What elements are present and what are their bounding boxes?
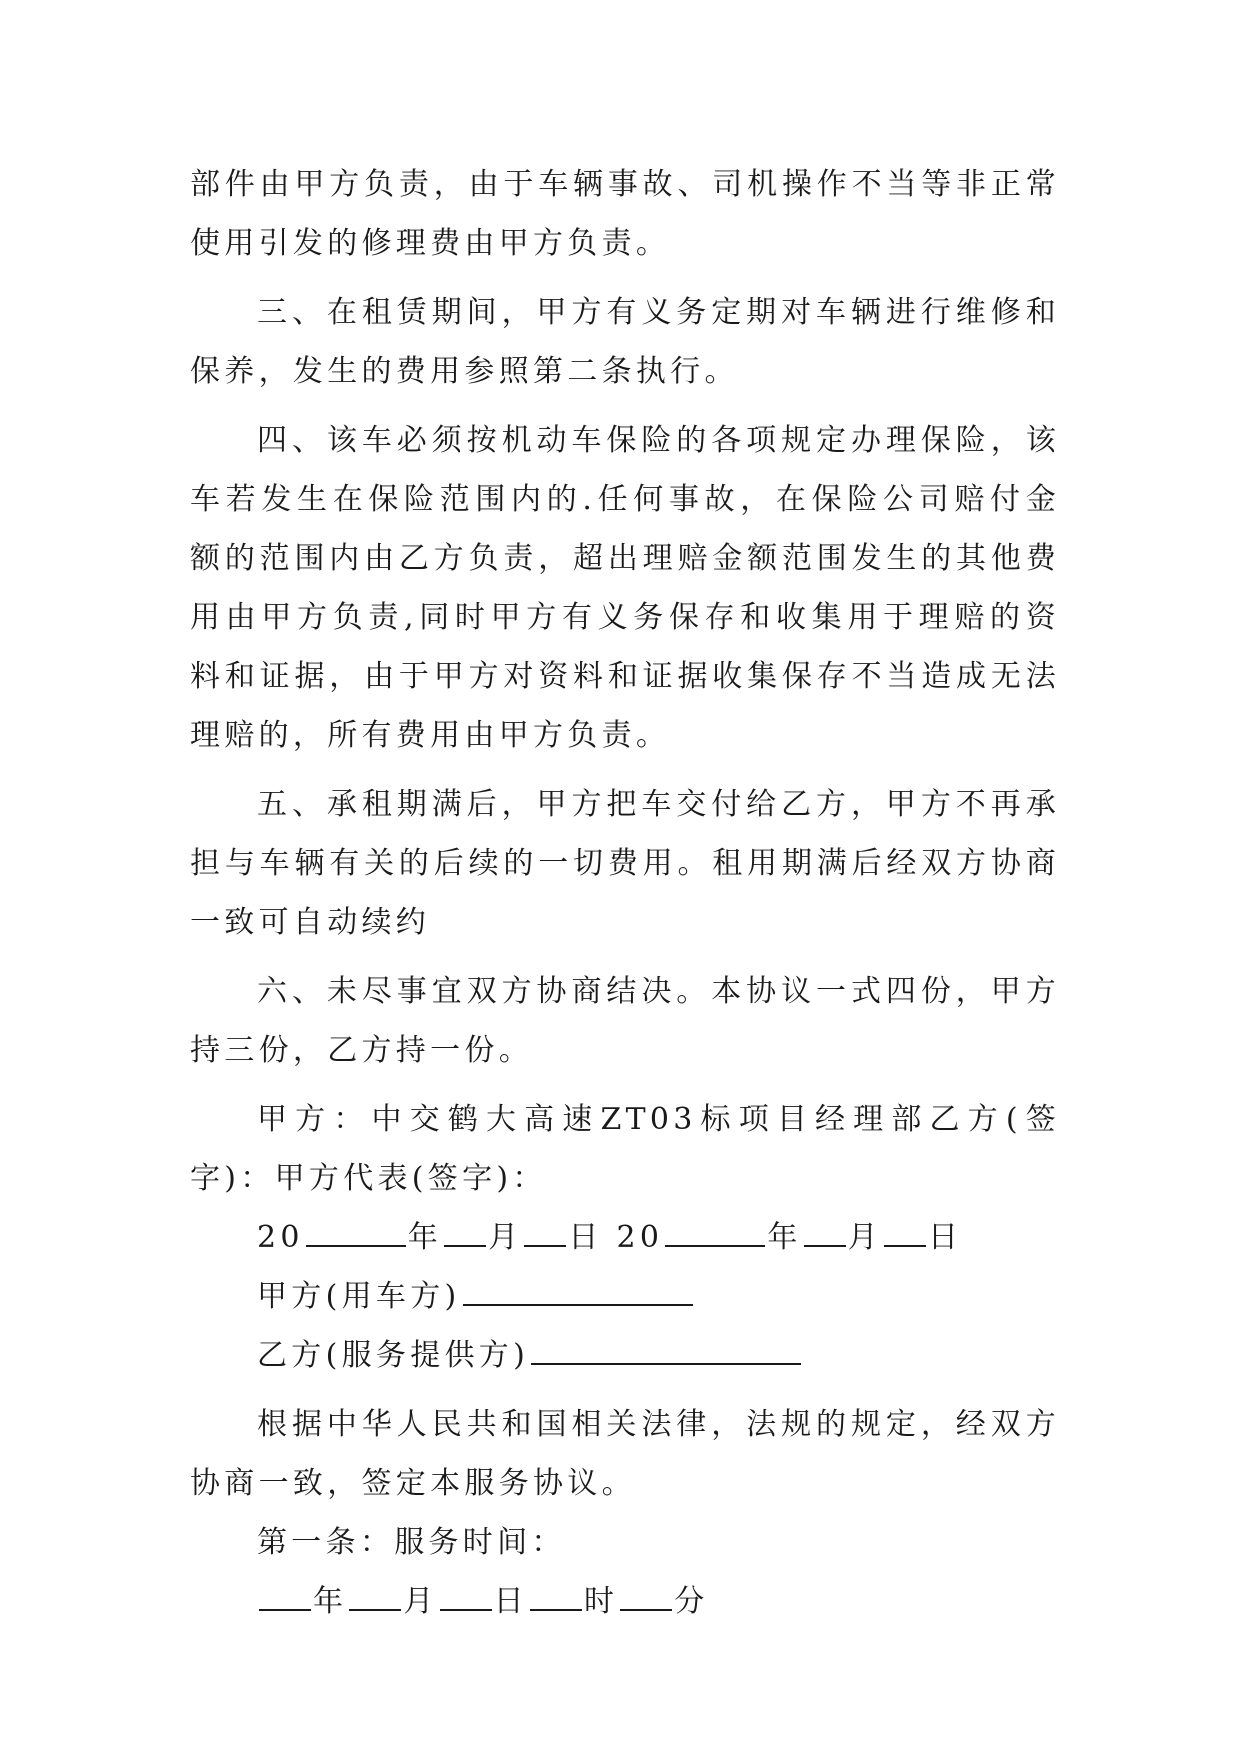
day-blank-1[interactable]: [524, 1219, 566, 1247]
time-line: [257, 1572, 1060, 1631]
date-prefix: 20: [257, 1220, 304, 1255]
party-b-line: [257, 1326, 1060, 1385]
date-day-label-2: 日: [927, 1220, 963, 1255]
time-year-blank[interactable]: [259, 1583, 311, 1611]
date-day-label-1: 日 20: [568, 1220, 664, 1255]
time-day-label: 日: [493, 1584, 528, 1619]
month-blank-2[interactable]: [804, 1219, 846, 1247]
time-minute-label: 分: [674, 1584, 709, 1619]
paragraph-clause-5: 五、承租期满后，甲方把车交付给乙方，甲方不再承担与车辆有关的后续的一切费用。租用期满后经双方协商一致可自动续约: [190, 787, 1060, 940]
date-line: [257, 1208, 1060, 1267]
time-day-blank[interactable]: [440, 1583, 492, 1611]
date-month-label-2: 月: [847, 1220, 882, 1255]
paragraph-clause-6: 六、未尽事宜双方协商结决。本协议一式四份，甲方持三份，乙方持一份。: [190, 974, 1060, 1068]
paragraph-signatures: 甲方：中交鹤大高速ZT03标项目经理部乙方(签字)：甲方代表(签字)：: [190, 1102, 1060, 1196]
time-month-label: 月: [403, 1584, 438, 1619]
date-month-label-1: 月: [488, 1220, 523, 1255]
date-year-label-1: 年: [407, 1220, 443, 1255]
party-a-line: [257, 1267, 1060, 1326]
time-year-label: 年: [313, 1584, 348, 1619]
party-b-blank[interactable]: [531, 1337, 801, 1365]
article-1-title: 第一条：服务时间：: [257, 1525, 566, 1560]
document-body: [190, 155, 1060, 1631]
time-hour-label: 时: [583, 1584, 619, 1619]
date-year-label-2: 年: [767, 1220, 802, 1255]
party-b-label: 乙方(服务提供方): [257, 1338, 530, 1373]
party-a-blank[interactable]: [463, 1278, 693, 1306]
year-blank-1[interactable]: [306, 1219, 406, 1247]
day-blank-2[interactable]: [884, 1219, 926, 1247]
paragraph-intro: 根据中华人民共和国相关法律，法规的规定，经双方协商一致，签定本服务协议。: [190, 1407, 1060, 1501]
time-month-blank[interactable]: [349, 1583, 401, 1611]
party-a-label: 甲方(用车方): [257, 1279, 461, 1314]
paragraph-clause-3: 三、在租赁期间，甲方有义务定期对车辆进行维修和保养，发生的费用参照第二条执行。: [190, 295, 1060, 389]
year-blank-2[interactable]: [665, 1219, 765, 1247]
time-hour-blank[interactable]: [530, 1583, 582, 1611]
paragraph-clause-4: 四、该车必须按机动车保险的各项规定办理保险，该车若发生在保险范围内的.任何事故，在保险公司赔付金额的范围内由乙方负责，超出理赔金额范围发生的其他费用由甲方负责,同时甲方有义务保存和收集用于理赔的资料和证据，由于甲方对资料和证据收集保存不当造成无法理赔的，所有费用由甲方负责。: [190, 423, 1060, 753]
time-minute-blank[interactable]: [620, 1583, 672, 1611]
paragraph-continued: 部件由甲方负责，由于车辆事故、司机操作不当等非正常使用引发的修理费由甲方负责。: [190, 167, 1060, 261]
month-blank-1[interactable]: [444, 1219, 486, 1247]
